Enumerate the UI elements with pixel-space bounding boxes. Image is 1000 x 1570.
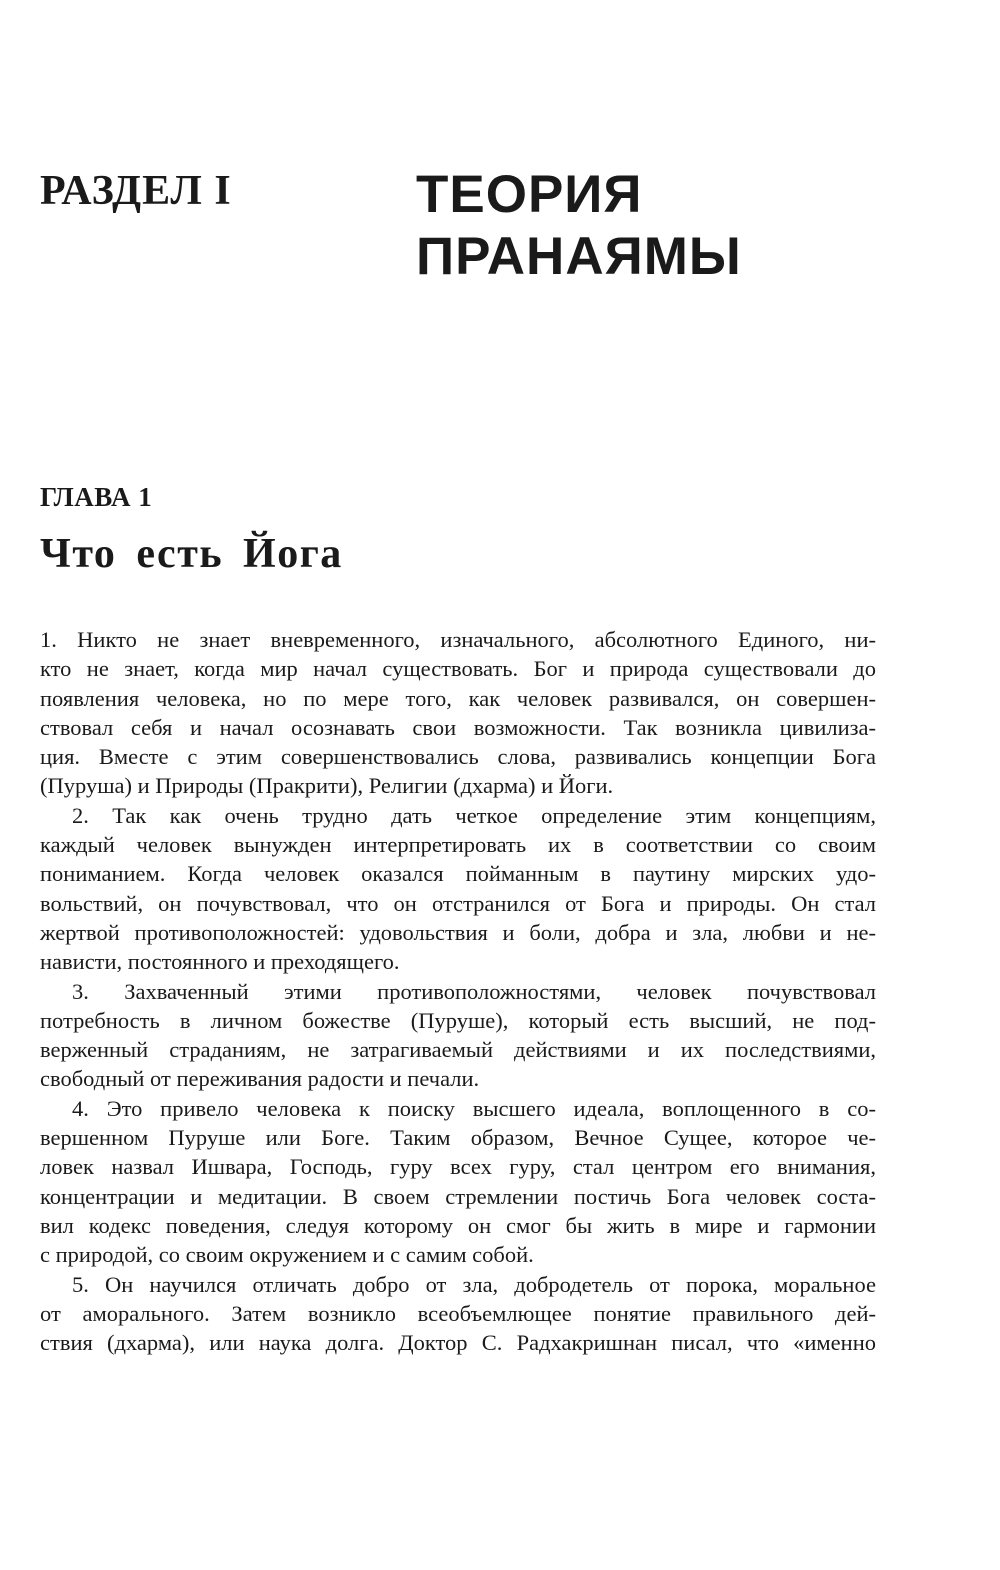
text-line: ция. Вместе с этим совершенствовались слова, развивались концепции Бога: [40, 744, 876, 770]
text-line: свободный от переживания радости и печали.: [40, 1066, 480, 1092]
text-line: (Пуруша) и Природы (Пракрити), Религии (дхарма) и Йоги.: [40, 773, 614, 799]
text-line: 5. Он научился отличать добро от зла, добродетель от порока, моральное: [72, 1271, 876, 1297]
text-line: каждый человек вынужден интерпретировать их в соответствии со своим: [40, 832, 876, 858]
text-line: от аморального. Затем возникло всеобъемлющее понятие правильного дей-: [40, 1300, 876, 1326]
text-line: вершенном Пуруше или Боге. Таким образом, Вечное Сущее, которое че-: [40, 1125, 876, 1151]
chapter-label: ГЛАВА 1: [40, 482, 153, 512]
section-title-line: ТЕОРИЯ: [416, 165, 643, 224]
text-line: 2. Так как очень трудно дать четкое определение этим концепциям,: [72, 802, 876, 828]
text-line: ствовал себя и начал осознавать свои возможности. Так возникла цивилиза-: [40, 714, 876, 740]
text-body: [40, 625, 876, 1357]
text-line: верженный страданиям, не затрагиваемый действиями и их последствиями,: [40, 1037, 876, 1063]
text-line: потребность в личном божестве (Пуруше), который есть высший, не под-: [40, 1007, 876, 1033]
text-line: 4. Это привело человека к поиску высшего идеала, воплощенного в со-: [72, 1095, 876, 1121]
text-line: вольствий, он почувствовал, что он отстранился от Бога и природы. Он стал: [40, 890, 876, 916]
section-label: РАЗДЕЛ I: [40, 168, 232, 214]
text-line: 3. Захваченный этими противоположностями, человек почувствовал: [72, 978, 876, 1004]
text-line: концентрации и медитации. В своем стремлении постичь Бога человек соста-: [40, 1183, 876, 1209]
text-line: ловек назвал Ишвара, Господь, гуру всех гуру, стал центром его внимания,: [40, 1154, 876, 1180]
text-line: вил кодекс поведения, следуя которому он смог бы жить в мире и гармонии: [40, 1212, 876, 1238]
text-line: 1. Никто не знает вневременного, изначального, абсолютного Единого, ни-: [40, 627, 876, 652]
text-line: нависти, постоянного и преходящего.: [40, 949, 400, 975]
text-line: появления человека, но по мере того, как человек развивался, он совершен-: [40, 685, 876, 711]
text-line: жертвой противоположностей: удовольствия и боли, добра и зла, любви и не-: [40, 919, 876, 945]
text-line: пониманием. Когда человек оказался пойманным в паутину мирских удо-: [40, 861, 876, 887]
text-line: кто не знает, когда мир начал существовать. Бог и природа существовали до: [40, 656, 876, 682]
chapter-title: Что есть Йога: [40, 531, 343, 577]
text-line: с природой, со своим окружением и с самим собой.: [40, 1242, 534, 1268]
section-title: [416, 164, 742, 288]
section-title-line: ПРАНАЯМЫ: [416, 227, 742, 286]
text-line: ствия (дхарма), или наука долга. Доктор С. Радхакришнан писал, что «именно: [40, 1330, 876, 1356]
